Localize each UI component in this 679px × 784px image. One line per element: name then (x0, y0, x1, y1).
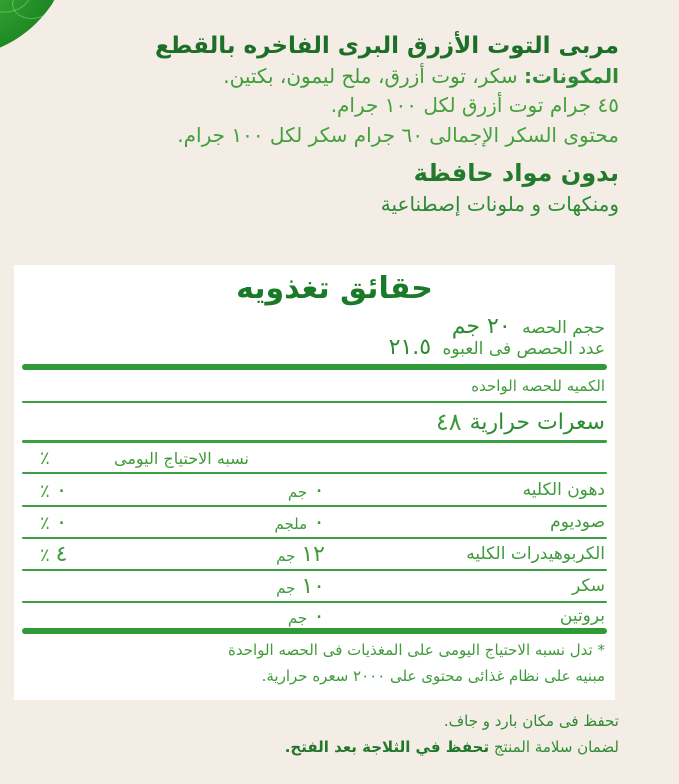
nutrient-amount: ٠جم (287, 603, 325, 629)
divider (22, 569, 607, 571)
footnote-line-1: * تدل نسبه الاحتياج اليومى على المغذيات فى الحصه الواحدة (228, 641, 605, 659)
daily-value-header-row (24, 445, 605, 471)
sugar-content: محتوى السكر الإجمالى ٦٠ جرام سكر لكل ١٠٠ جرام. (177, 123, 619, 147)
divider (22, 472, 607, 474)
nutrient-amount: ١٢جم (276, 541, 325, 567)
product-header (19, 30, 619, 218)
nutrient-row-protein (24, 603, 605, 629)
nutrient-name: بروتين (559, 606, 605, 626)
servings-per-container-value: ٢١.٥ (388, 335, 432, 360)
nutrition-facts-title: حقائق تغذويه (236, 271, 433, 306)
serving-info (388, 314, 605, 360)
servings-per-container-label: عدد الحصص فى العبوه (442, 339, 605, 359)
divider (22, 537, 607, 539)
nutrient-row-sodium (24, 508, 605, 536)
ingredients (19, 62, 619, 90)
no-artificial-flavors: ومنكهات و ملونات إصطناعية (380, 192, 619, 216)
daily-value-label: نسبه الاحتياج اليومى (114, 448, 249, 468)
amount-per-serving-label: الكميه للحصه الواحده (471, 377, 605, 395)
calories-label: سعرات حرارية (469, 409, 605, 435)
calories-value: ٤٨ (435, 408, 462, 436)
nutrient-daily-value: ٪ ٠ (40, 477, 68, 503)
divider (22, 505, 607, 507)
serving-size-value: ٢٠ جم (451, 314, 511, 339)
no-preservatives: بدون مواد حافظة (413, 159, 619, 187)
nutrient-daily-value: ٪ ٠ (40, 509, 68, 535)
storage-line-2: لضمان سلامة المنتج تحفظ في الثلاجة بعد الفتح. (284, 738, 619, 756)
amount-per-serving-row (24, 373, 605, 399)
fruit-content: ٤٥ جرام توت أزرق لكل ١٠٠ جرام. (330, 93, 619, 117)
nutrition-facts-panel (14, 265, 615, 700)
serving-size-label: حجم الحصه (522, 318, 605, 338)
ingredients-label: المكونات: (523, 64, 619, 88)
storage-line-1: تحفظ فى مكان بارد و جاف. (443, 712, 619, 730)
divider (22, 401, 607, 403)
nutrient-amount: ٠جم (287, 477, 325, 503)
nutrient-row-total-fat (24, 476, 605, 504)
nutrient-name: الكربوهيدرات الكليه (466, 544, 605, 564)
nutrient-name: سكر (571, 576, 605, 596)
product-title: مربى التوت الأزرق البرى الفاخره بالقطع (154, 33, 619, 59)
daily-value-symbol: ٪ (40, 447, 50, 469)
nutrient-row-sugar (24, 572, 605, 600)
nutrient-amount: ٠ملجم (274, 509, 325, 535)
nutrient-name: صوديوم (550, 512, 605, 532)
daily-value-footnote (25, 637, 605, 689)
nutrient-amount: ١٠جم (276, 573, 325, 599)
nutrient-daily-value: ٪ ٤ (40, 541, 68, 567)
nutrient-name: دهون الكليه (522, 480, 605, 500)
storage-instructions (285, 708, 619, 760)
servings-per-container (388, 335, 605, 360)
nutrient-row-total-carbohydrates (24, 540, 605, 568)
divider (22, 440, 607, 443)
divider-thick (22, 628, 607, 634)
ingredients-text: سكر، توت أزرق، ملح ليمون، بكتين. (223, 64, 518, 88)
footnote-line-2: مبنيه على نظام غذائى محتوى على ٢٠٠٠ سعره حرارية. (261, 667, 605, 685)
divider-thick (22, 364, 607, 370)
calories-row (24, 405, 605, 439)
